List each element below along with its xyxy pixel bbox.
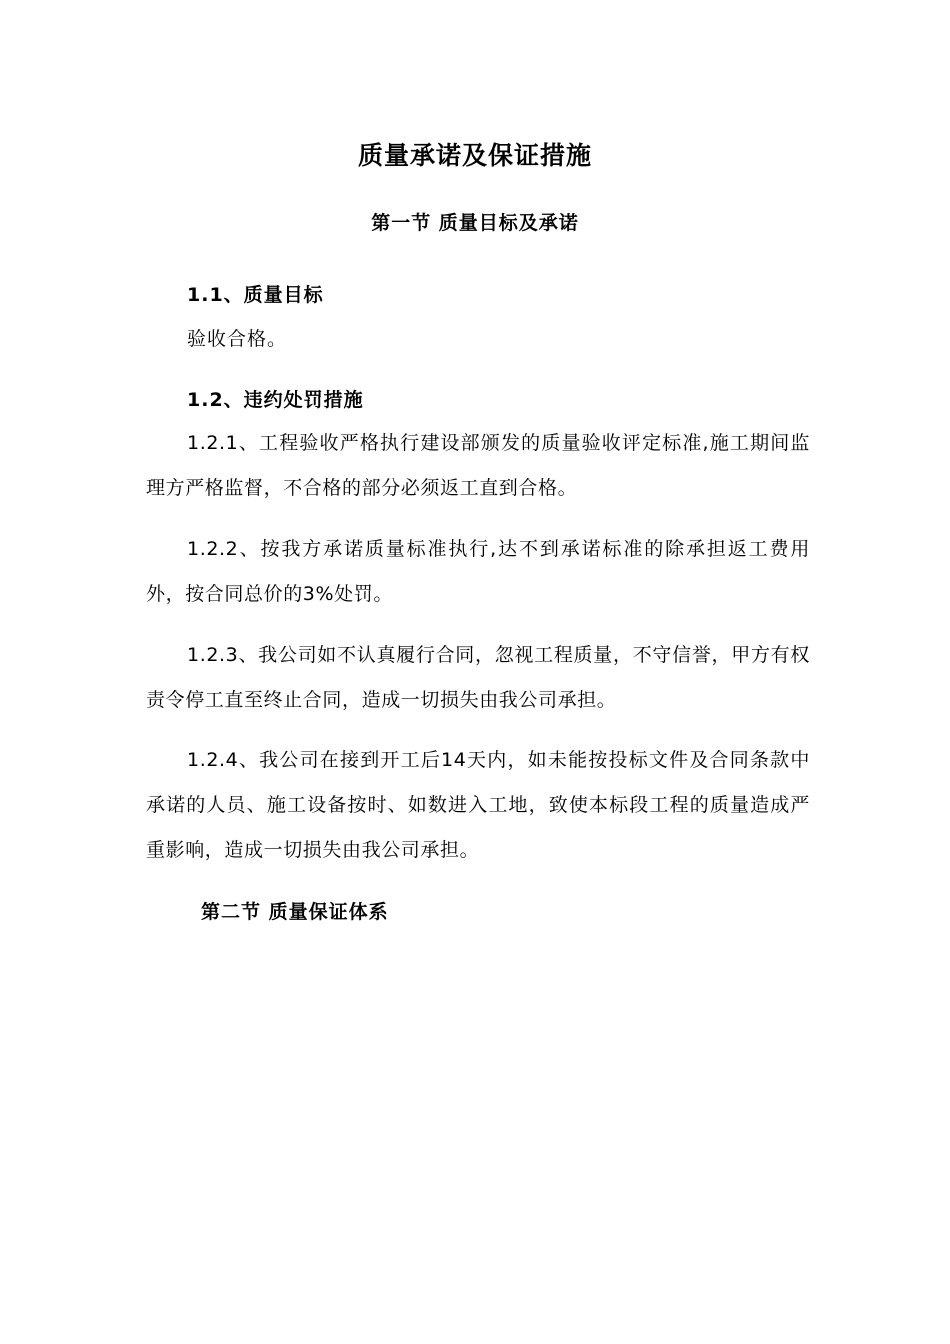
paragraph-1-2-4: 1.2.4、我公司在接到开工后14天内，如未能按投标文件及合同条款中承诺的人员、施工设备按时、如数进入工地，致使本标段工程的质量造成严重影响，造成一切损失由我公司承担。 (146, 749, 810, 861)
paragraph-1-2-1: 1.2.1、工程验收严格执行建设部颁发的质量验收评定标准,施工期间监理方严格监督，不合格的部分必须返工直到合格。 (146, 432, 810, 499)
section-2-heading: 第二节 质量保证体系 (201, 901, 389, 923)
paragraph-1-2-2: 1.2.2、按我方承诺质量标准执行,达不到承诺标准的除承担返工费用外，按合同总价的3%处罚。 (146, 538, 810, 605)
subsection-1-1-text: 验收合格。 (187, 328, 288, 350)
document-title: 质量承诺及保证措施 (357, 141, 592, 170)
subsection-1-1-heading: 1.1、质量目标 (187, 284, 324, 306)
section-1-heading: 第一节 质量目标及承诺 (371, 212, 579, 234)
paragraph-1-2-3: 1.2.3、我公司如不认真履行合同，忽视工程质量，不守信誉，甲方有权责令停工直至终止合同，造成一切损失由我公司承担。 (146, 644, 810, 711)
subsection-1-2-heading: 1.2、违约处罚措施 (187, 389, 364, 411)
